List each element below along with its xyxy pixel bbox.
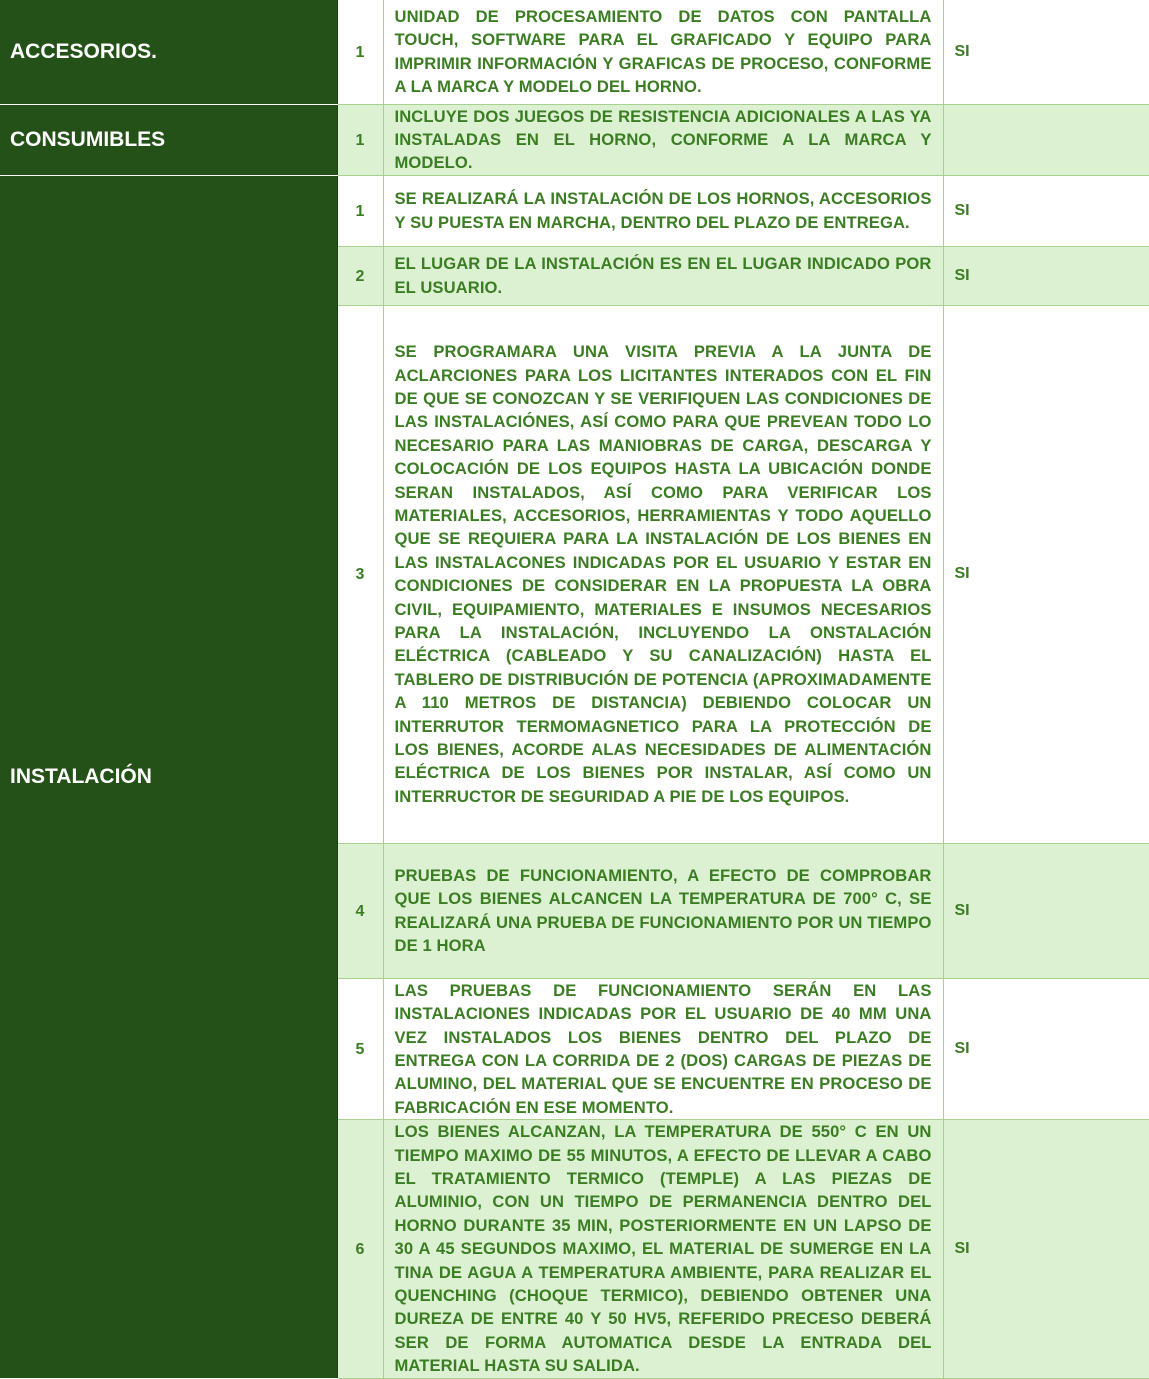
table-row (0, 0, 1149, 104)
item-description: PRUEBAS DE FUNCIONAMIENTO, A EFECTO DE COMPROBAR QUE LOS BIENES ALCANCEN LA TEMPERATURA DE 700° C, SE REALIZARÁ UNA PRUEBA DE FUNCIONAMIENTO POR UN TIEMPO DE 1 HORA (383, 843, 943, 978)
item-answer (943, 104, 1149, 175)
item-number: 2 (337, 246, 383, 305)
item-number: 1 (337, 0, 383, 104)
item-description: LAS PRUEBAS DE FUNCIONAMIENTO SERÁN EN LAS INSTALACIONES INDICADAS POR EL USUARIO DE 40 MM UNA VEZ INSTALADOS LOS BIENES DENTRO DEL PLAZO DE ENTREGA CON LA CORRIDA DE 2 (DOS) CARGAS DE PIEZAS DE ALUMINO, DEL MATERIAL QUE SE ENCUENTRE EN PROCESO DE FABRICACIÓN EN ESE MOMENTO. (383, 978, 943, 1119)
section-label-instalacion: INSTALACIÓN (0, 175, 337, 1378)
item-answer: SI (943, 978, 1149, 1119)
item-answer: SI (943, 305, 1149, 843)
item-number: 3 (337, 305, 383, 843)
item-description: UNIDAD DE PROCESAMIENTO DE DATOS CON PANTALLA TOUCH, SOFTWARE PARA EL GRAFICADO Y EQUIPO PARA IMPRIMIR INFORMACIÓN Y GRAFICAS DE PROCESO, CONFORME A LA MARCA Y MODELO DEL HORNO. (383, 0, 943, 104)
item-description: EL LUGAR DE LA INSTALACIÓN ES EN EL LUGAR INDICADO POR EL USUARIO. (383, 246, 943, 305)
table-row (0, 104, 1149, 175)
item-answer: SI (943, 246, 1149, 305)
item-answer: SI (943, 175, 1149, 246)
item-answer: SI (943, 1120, 1149, 1378)
section-label-accesorios: ACCESORIOS. (0, 0, 337, 104)
item-description: INCLUYE DOS JUEGOS DE RESISTENCIA ADICIONALES A LAS YA INSTALADAS EN EL HORNO, CONFORME A LA MARCA Y MODELO. (383, 104, 943, 175)
item-description: SE REALIZARÁ LA INSTALACIÓN DE LOS HORNOS, ACCESORIOS Y SU PUESTA EN MARCHA, DENTRO DEL PLAZO DE ENTREGA. (383, 175, 943, 246)
table-row (0, 175, 1149, 246)
item-description: LOS BIENES ALCANZAN, LA TEMPERATURA DE 550° C EN UN TIEMPO MAXIMO DE 55 MINUTOS, A EFECTO DE LLEVAR A CABO EL TRATAMIENTO TERMICO (TEMPLE) A LAS PIEZAS DE ALUMINIO, CON UN TIEMPO DE PERMANENCIA DENTRO DEL HORNO DURANTE 35 MIN, POSTERIORMENTE EN UN LAPSO DE 30 A 45 SEGUNDOS MAXIMO, EL MATERIAL DE SUMERGE EN LA TINA DE AGUA A TEMPERATURA AMBIENTE, PARA REALIZAR EL QUENCHING (CHOQUE TERMICO), DEBIENDO OBTENER UNA DUREZA DE ENTRE 40 Y 50 HV5, REFERIDO PRECESO DEBERÁ SER DE FORMA AUTOMATICA DESDE LA ENTRADA DEL MATERIAL HASTA SU SALIDA. (383, 1120, 943, 1378)
item-number: 5 (337, 978, 383, 1119)
item-answer: SI (943, 843, 1149, 978)
item-number: 4 (337, 843, 383, 978)
item-number: 6 (337, 1120, 383, 1378)
item-description: SE PROGRAMARA UNA VISITA PREVIA A LA JUNTA DE ACLARCIONES PARA LOS LICITANTES INTERADOS CON EL FIN DE QUE SE CONOZCAN Y SE VERIFIQUEN LAS CONDICIONES DE LAS INSTALACIÓNES, ASÍ COMO PARA QUE PREVEAN TODO LO NECESARIO PARA LAS MANIOBRAS DE CARGA, DESCARGA Y COLOCACIÓN DE LOS EQUIPOS HASTA LA UBICACIÓN DONDE SERAN INSTALADOS, ASÍ COMO PARA VERIFICAR LOS MATERIALES, ACCESORIOS, HERRAMIENTAS Y TODO AQUELLO QUE SE REQUIERA PARA LA INSTALACIÓN DE LOS BIENES EN LAS INSTALACONES INDICADAS POR EL USUARIO Y ESTAR EN CONDICIONES DE CONSIDERAR EN LA PROPUESTA LA OBRA CIVIL, EQUIPAMIENTO, MATERIALES E INSUMOS NECESARIOS PARA LA INSTALACIÓN, INCLUYENDO LA ONSTALACIÓN ELÉCTRICA (CABLEADO Y SU CANALIZACIÓN) HASTA EL TABLERO DE DISTRIBUCIÓN DE POTENCIA (APROXIMADAMENTE A 110 METROS DE DISTANCIA) DEBIENDO COLOCAR UN INTERRUTOR TERMOMAGNETICO PARA LA PROTECCIÓN DE LOS BIENES, ACORDE ALAS NECESIDADES DE ALIMENTACIÓN ELÉCTRICA DE LOS BIENES POR INSTALAR, ASÍ COMO UN INTERRUCTOR DE SEGURIDAD A PIE DE LOS EQUIPOS. (383, 305, 943, 843)
item-number: 1 (337, 104, 383, 175)
item-number: 1 (337, 175, 383, 246)
item-answer: SI (943, 0, 1149, 104)
section-label-consumibles: CONSUMIBLES (0, 104, 337, 175)
